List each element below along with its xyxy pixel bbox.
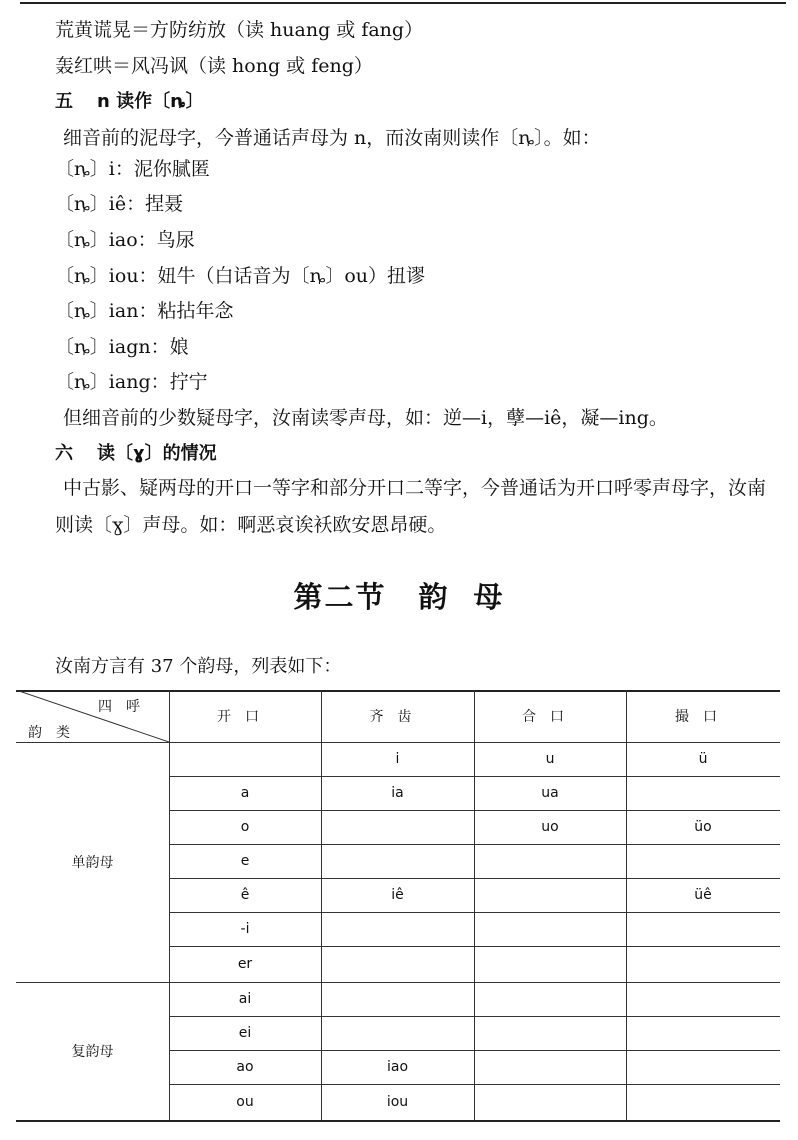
header-hekou: 合口 bbox=[522, 709, 578, 725]
cell-kaikou: ou bbox=[236, 1094, 254, 1110]
cell-kaikou: a bbox=[240, 785, 250, 801]
cell-kaikou: ê bbox=[240, 887, 250, 903]
cell-kaikou: ai bbox=[238, 991, 252, 1007]
table-row bbox=[169, 1084, 780, 1120]
header-cuokou: 撮口 bbox=[675, 709, 731, 725]
finals-table bbox=[16, 690, 780, 1122]
group-label-compound-finals: 复韵母 bbox=[71, 1044, 114, 1060]
cell-qichi bbox=[321, 912, 474, 946]
reading-row-6: 〔ȵ〕iagn：娘 bbox=[55, 336, 189, 358]
cell-cuokou bbox=[626, 982, 780, 1016]
cell-qichi: i bbox=[395, 751, 400, 767]
cell-hekou bbox=[474, 982, 626, 1016]
cell-cuokou: üo bbox=[694, 819, 712, 835]
cell-hekou bbox=[474, 844, 626, 878]
cell-cuokou: üê bbox=[694, 887, 712, 903]
section-title-part-1: 第二节 bbox=[293, 580, 387, 614]
cell-qichi bbox=[321, 844, 474, 878]
cell-qichi bbox=[321, 982, 474, 1016]
section-title bbox=[0, 575, 798, 616]
cell-cuokou bbox=[626, 844, 780, 878]
table-row bbox=[169, 776, 780, 811]
heading-6 bbox=[55, 442, 217, 466]
cell-hekou: u bbox=[545, 751, 555, 767]
cell-hekou: ua bbox=[541, 785, 559, 801]
text-line-1: 荒黄谎晃＝方防纺放（读 huang 或 fang） bbox=[55, 19, 424, 41]
cell-qichi bbox=[321, 810, 474, 844]
header-corner-top: 四 呼 bbox=[98, 699, 140, 715]
group-label-single-finals: 单韵母 bbox=[71, 855, 114, 871]
reading-row-7: 〔ȵ〕iang：拧宁 bbox=[55, 371, 208, 393]
table-row bbox=[169, 844, 780, 879]
cell-hekou bbox=[474, 1084, 626, 1120]
table-row bbox=[169, 946, 780, 983]
cell-qichi bbox=[321, 1016, 474, 1050]
heading-6-title: 读〔ɣ〕的情况 bbox=[97, 443, 217, 464]
cell-cuokou bbox=[626, 1050, 780, 1084]
cell-cuokou bbox=[626, 946, 780, 982]
section-title-part-2: 韵 bbox=[418, 580, 450, 614]
header-corner-bottom: 韵 类 bbox=[28, 725, 70, 741]
table-row bbox=[169, 810, 780, 845]
reading-row-4: 〔ȵ〕iou：妞牛（白话音为〔ȵ〕ou）扭谬 bbox=[55, 265, 426, 287]
page-top-rule bbox=[20, 2, 786, 4]
cell-kaikou: -i bbox=[240, 921, 250, 937]
table-row bbox=[169, 1050, 780, 1085]
table-row bbox=[169, 742, 780, 777]
cell-kaikou: er bbox=[237, 956, 253, 972]
heading-5-number: 五 bbox=[55, 91, 73, 112]
reading-row-2: 〔ȵ〕iê：捏聂 bbox=[55, 193, 184, 215]
cell-cuokou bbox=[626, 776, 780, 810]
cell-hekou bbox=[474, 946, 626, 982]
cell-cuokou bbox=[626, 1084, 780, 1120]
text-line-2: 轰红哄＝风冯讽（读 hong 或 feng） bbox=[55, 55, 373, 77]
header-kaikou: 开口 bbox=[217, 709, 273, 725]
cell-kaikou: ao bbox=[236, 1059, 254, 1075]
cell-kaikou: ei bbox=[238, 1025, 252, 1041]
cell-qichi: iê bbox=[391, 887, 404, 903]
paragraph-6: 但细音前的少数疑母字，汝南读零声母，如：逆—i，孽—iê，凝—ing。 bbox=[63, 407, 668, 429]
cell-qichi: ia bbox=[391, 785, 404, 801]
cell-kaikou: e bbox=[240, 853, 250, 869]
table-bottom-rule bbox=[16, 1120, 780, 1122]
table-intro: 汝南方言有 37 个韵母，列表如下： bbox=[55, 656, 342, 677]
cell-hekou bbox=[474, 912, 626, 946]
table-row bbox=[169, 982, 780, 1017]
cell-cuokou bbox=[626, 1016, 780, 1050]
cell-hekou bbox=[474, 1016, 626, 1050]
paragraph-5: 细音前的泥母字，今普通话声母为 n，而汝南则读作〔ȵ〕。如： bbox=[63, 127, 601, 149]
heading-5 bbox=[55, 90, 204, 114]
cell-hekou bbox=[474, 878, 626, 912]
cell-kaikou: o bbox=[240, 819, 250, 835]
cell-qichi bbox=[321, 946, 474, 982]
table-row bbox=[169, 878, 780, 913]
heading-6-number: 六 bbox=[55, 443, 73, 464]
table-row bbox=[169, 912, 780, 947]
heading-5-title: n 读作〔ȵ〕 bbox=[97, 91, 204, 112]
paragraph-7: 中古影、疑两母的开口一等字和部分开口二等字，今普通话为开口呼零声母字，汝南则读〔ɣ〕声母。如：啊恶哀诶袄欧安恩昂硬。 bbox=[55, 477, 767, 536]
cell-kaikou bbox=[169, 742, 321, 776]
cell-cuokou bbox=[626, 912, 780, 946]
cell-cuokou: ü bbox=[698, 751, 708, 767]
cell-qichi: iou bbox=[386, 1094, 409, 1110]
header-qichi: 齐齿 bbox=[369, 709, 426, 725]
section-title-part-3: 母 bbox=[473, 580, 505, 614]
table-header-row bbox=[16, 690, 780, 743]
cell-hekou bbox=[474, 1050, 626, 1084]
cell-hekou: uo bbox=[541, 819, 559, 835]
table-row bbox=[169, 1016, 780, 1051]
reading-row-5: 〔ȵ〕ian：粘拈年念 bbox=[55, 300, 234, 322]
cell-qichi: iao bbox=[386, 1059, 409, 1075]
reading-row-3: 〔ȵ〕iao：鸟尿 bbox=[55, 229, 195, 251]
reading-row-1: 〔ȵ〕i：泥你腻匿 bbox=[55, 158, 210, 180]
